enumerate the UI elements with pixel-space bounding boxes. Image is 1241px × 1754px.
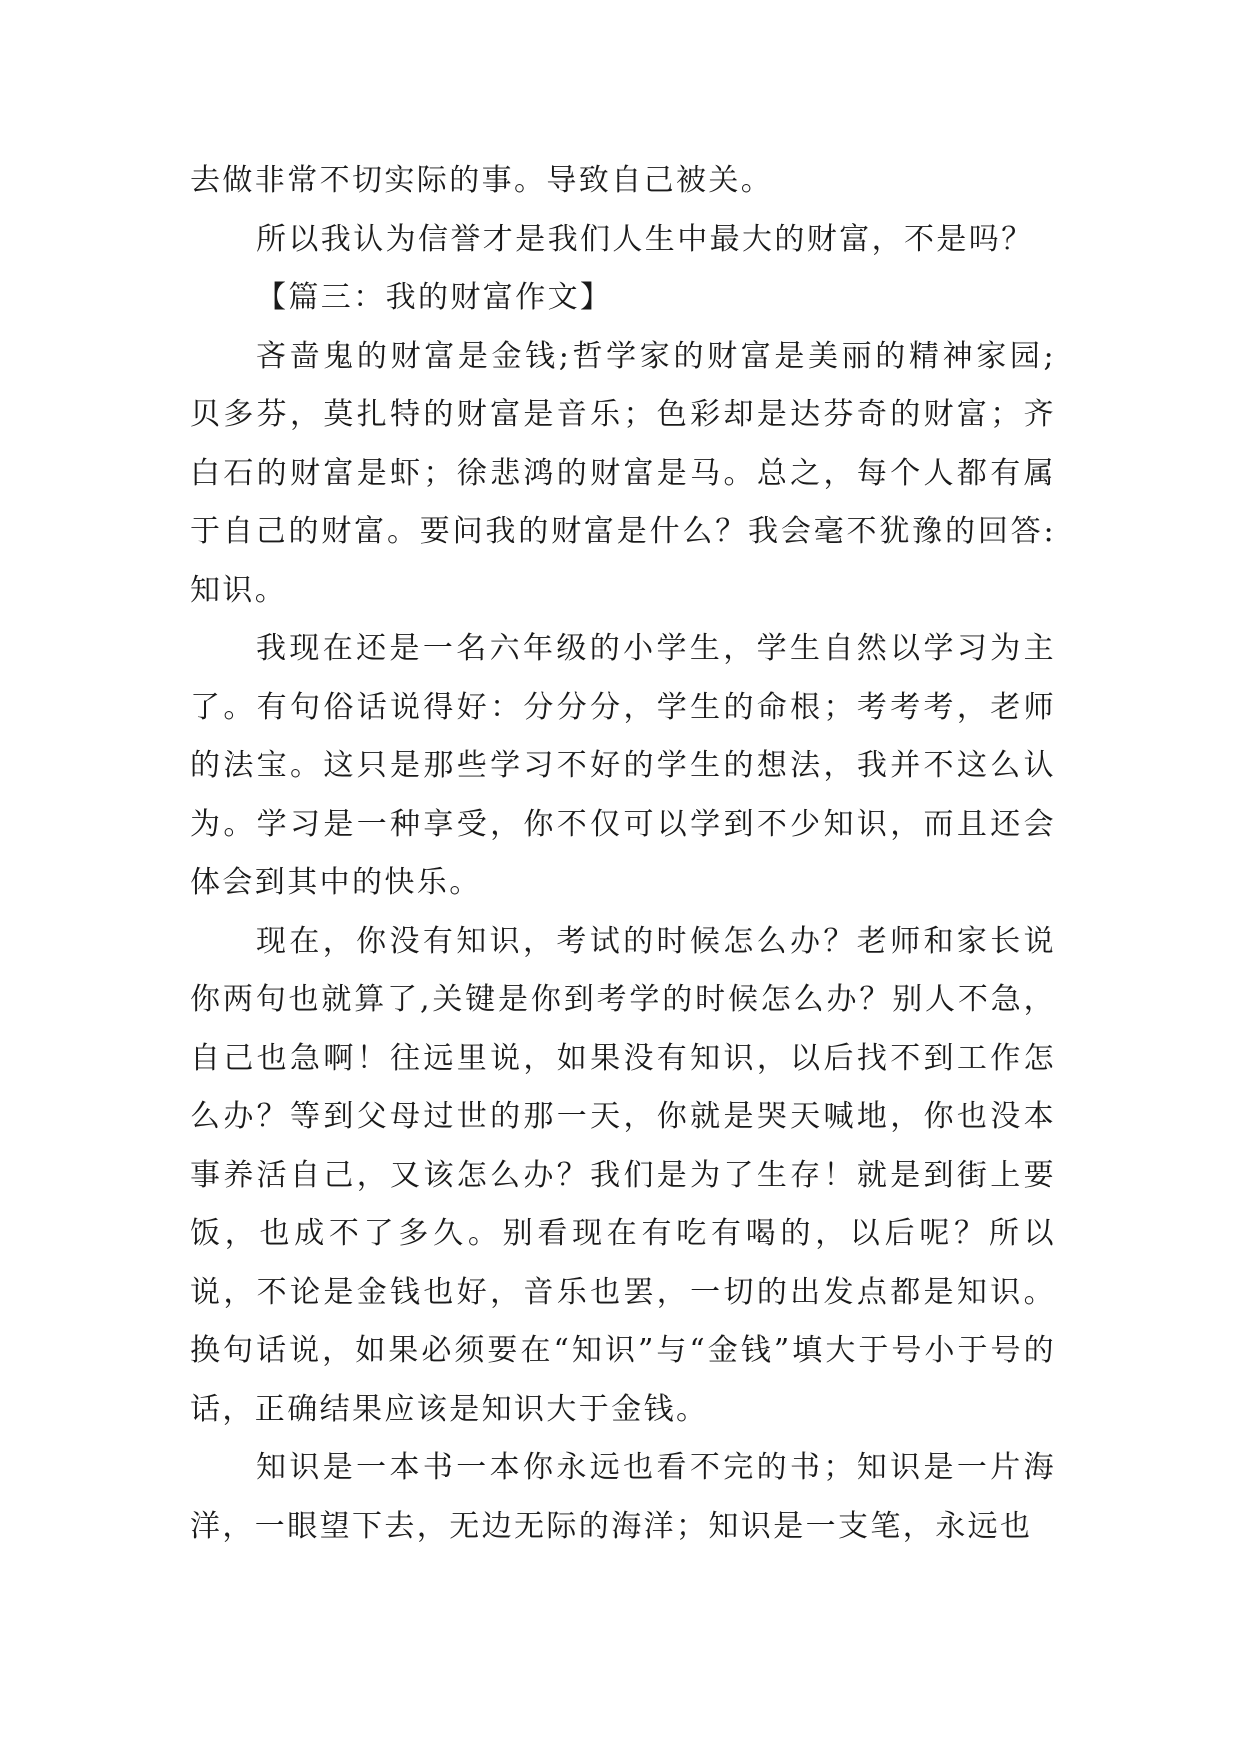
section-heading: 【篇三：我的财富作文】 [256,280,613,315]
paragraph-wealth-examples: 吝啬鬼的财富是金钱;哲学家的财富是美丽的精神家园;贝多芬，莫扎特的财富是音乐；色彩却是达芬奇的财富；齐白石的财富是虾；徐悲鸿的财富是马。总之，每个人都有属于自己的财富。要问我的财富是什么？我会毫不犹豫的回答:知识。 [190,338,1056,608]
paragraph-continuation: 去做非常不切实际的事。导致自己被关。 [190,163,774,198]
document-body [190,152,1056,1556]
paragraph-knowledge-metaphors: 知识是一本书一本你永远也看不完的书；知识是一片海洋，一眼望下去，无边无际的海洋；知识是一支笔，永远也 [190,1450,1056,1544]
paragraph-credit-conclusion: 所以我认为信誉才是我们人生中最大的财富，不是吗？ [256,221,1034,257]
paragraph-student-learning: 我现在还是一名六年级的小学生，学生自然以学习为主了。有句俗话说得好：分分分，学生的命根；考考考，老师的法宝。这只是那些学习不好的学生的想法，我并不这么认为。学习是一种享受，你不仅可以学到不少知识，而且还会体会到其中的快乐。 [190,631,1056,900]
paragraph-knowledge-importance: 现在，你没有知识，考试的时候怎么办？老师和家长说你两句也就算了,关键是你到考学的时候怎么办？别人不急，自己也急啊！往远里说，如果没有知识，以后找不到工作怎么办？等到父母过世的那一天，你就是哭天喊地，你也没本事养活自己，又该怎么办？我们是为了生存！就是到街上要饭，也成不了多久。别看现在有吃有喝的，以后呢？所以说，不论是金钱也好，音乐也罢，一切的出发点都是知识。换句话说，如果必须要在“知识”与“金钱”填大于号小于号的话，正确结果应该是知识大于金钱。 [190,923,1056,1427]
